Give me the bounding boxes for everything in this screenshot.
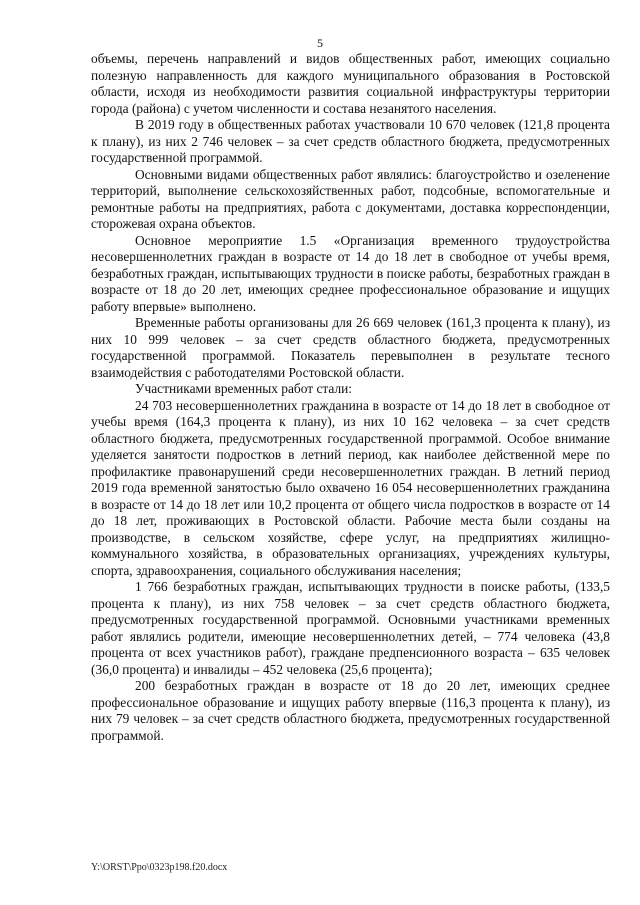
page-number: 5 (317, 36, 323, 50)
file-path-footer: Y:\ORST\Ppo\0323p198.f20.docx (91, 862, 228, 873)
paragraph: 200 безработных граждан в возрасте от 18 до 20 лет, имеющих среднее профессиональное образование и ищущих работу впервые (116,3 процента к плану), из них 79 человек – за счет средств областного бюджета, предусмотренных государственной программой. (91, 678, 610, 743)
paragraph: В 2019 году в общественных работах участвовали 10 670 человек (121,8 процента к плану), из них 2 746 человек – за счет средств областного бюджета, предусмотренных государственной программой. (91, 117, 610, 165)
paragraph: Участниками временных работ стали: (135, 381, 353, 396)
paragraph: 1 766 безработных граждан, испытывающих трудности в поиске работы, (133,5 процента к плану), из них 758 человек – за счет средств областного бюджета, предусмотренных государственной программой. Основными участниками временных работ являлись родители, имеющие несовершеннолетних детей, – 774 человека (43,8 процента от всех участников работ), граждане предпенсионного возраста – 635 человек (36,0 процента) и инвалиды – 452 человека (25,6 процента); (91, 579, 610, 677)
paragraph: Основными видами общественных работ являлись: благоустройство и озеленение территорий, выполнение сельскохозяйственных работ, подсобные, вспомогательные и ремонтные работы на предприятиях, работа с документами, доставка корреспонденции, сторожевая охрана объектов. (91, 166, 610, 231)
paragraph: объемы, перечень направлений и видов общественных работ, имеющих социально полезную направленность для каждого муниципального образования в Ростовской области, исходя из необходимости развития социальной инфраструктуры территории города (района) с учетом численности и состава незанятого населения. (91, 51, 610, 116)
paragraph: Основное мероприятие 1.5 «Организация временного трудоустройства несовершеннолетних граждан в возрасте от 14 до 18 лет в свободное от учебы время, безработных граждан, испытывающих трудности в поиске работы, безработных граждан в возрасте от 18 до 20 лет, имеющих среднее профессиональное образование и ищущих работу впервые» выполнено. (91, 232, 610, 314)
document-body (91, 51, 610, 744)
paragraph: Временные работы организованы для 26 669 человек (161,3 процента к плану), из них 10 999 человек – за счет средств областного бюджета, предусмотренных государственной программой. Показатель перевыполнен в результате тесного взаимодействия с работодателями Ростовской области. (91, 315, 610, 380)
paragraph: 24 703 несовершеннолетних гражданина в возрасте от 14 до 18 лет в свободное от учебы время (164,3 процента к плану), из них 10 162 человека – за счет средств областного бюджета, предусмотренных государственной программой. Особое внимание уделяется занятости подростков в летний период, как наиболее действенной мере по профилактике правонарушений среди несовершеннолетних граждан. В летний период 2019 года временной занятостью было охвачено 16 054 несовершеннолетних гражданина в возрасте от 14 до 18 лет или 10,2 процента от общего числа подростков в возрасте от 14 до 18 лет, проживающих в Ростовской области. Рабочие места были созданы на производстве, в сельском хозяйстве, сфере услуг, на предприятиях жилищно-коммунального хозяйства, в образовательных организациях, учреждениях культуры, спорта, здравоохранения, социального обслуживания населения; (91, 397, 610, 578)
